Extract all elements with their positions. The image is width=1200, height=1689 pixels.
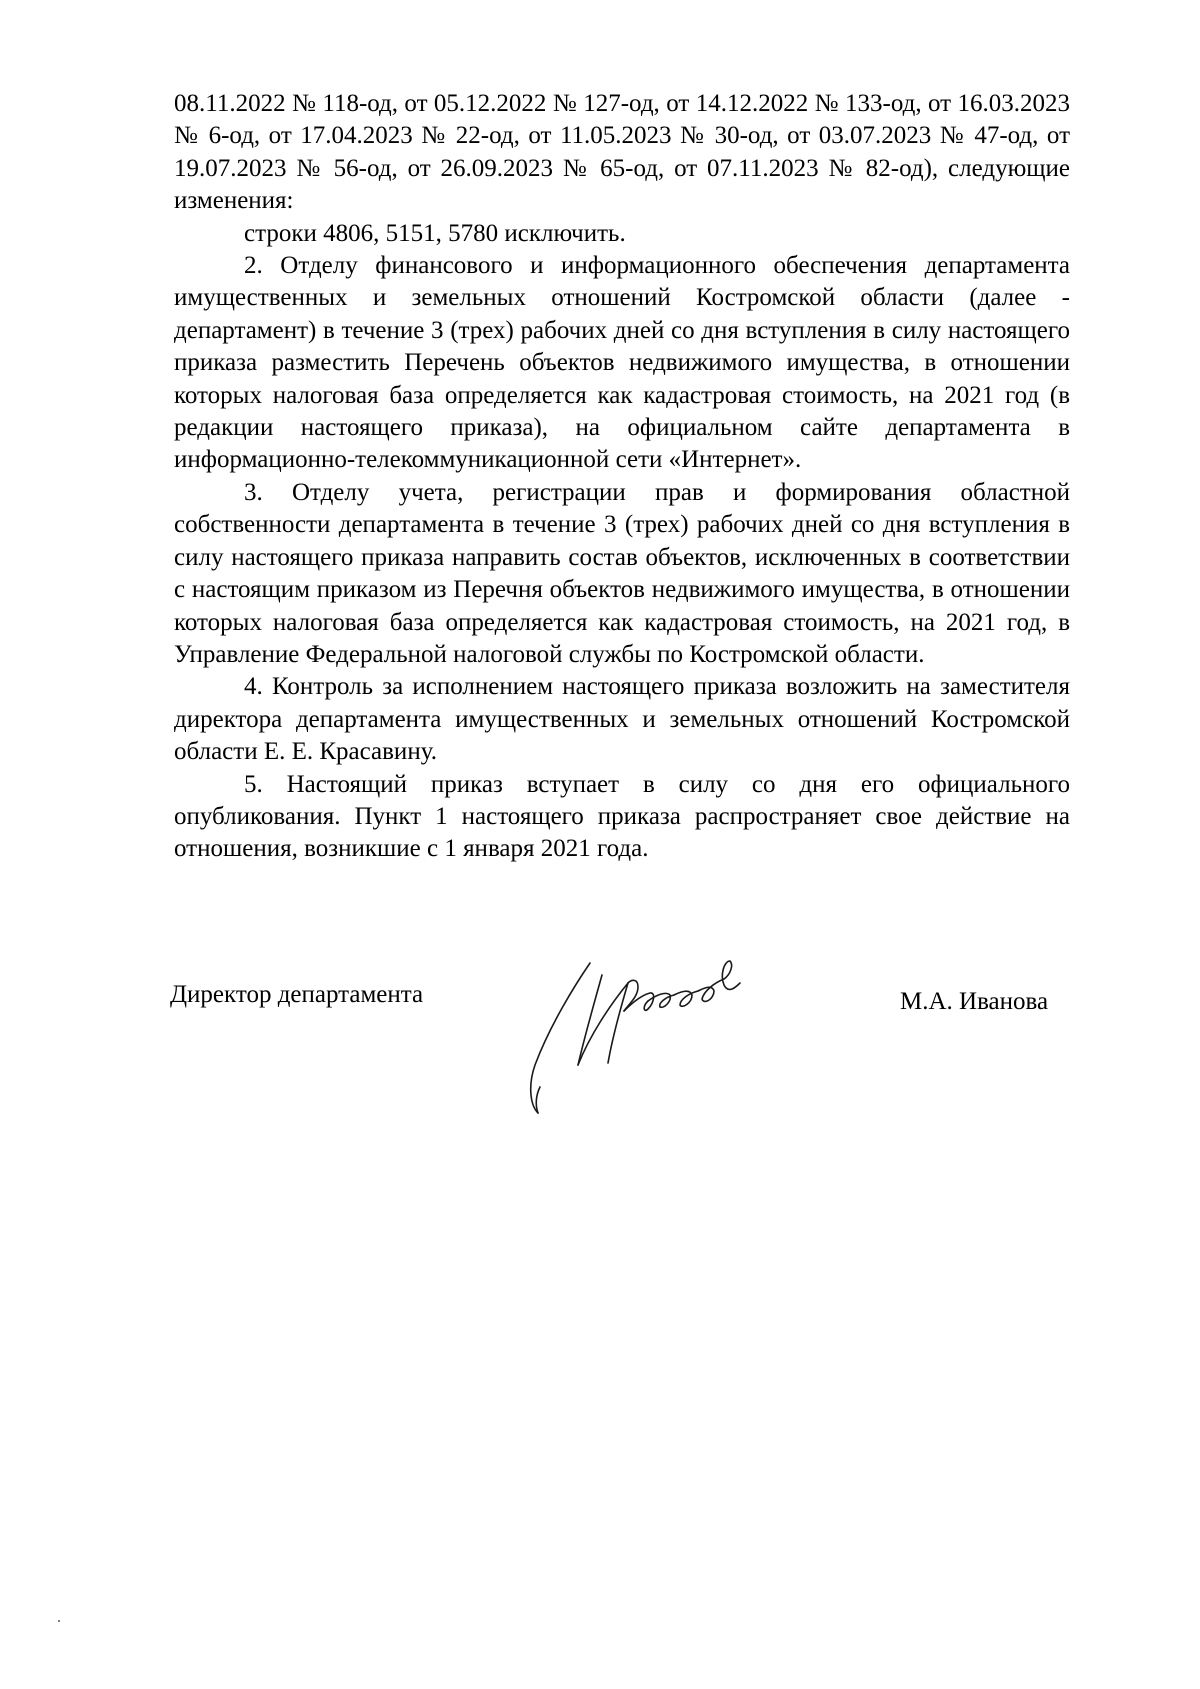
paragraph-1-continuation: 08.11.2022 № 118-од, от 05.12.2022 № 127-од, от 14.12.2022 № 133-од, от 16.03.2023 № 6-од, от 17.04.2023 № 22-од, от 11.05.2023 № 30-од, от 03.07.2023 № 47-од, от 19.07.2023 № 56-од, от 26.09.2023 № 65-од, от 07.11.2023 № 82-од), следующие изменения: (174, 90, 1070, 215)
paragraph-3: 3. Отделу учета, регистрации прав и формирования областной собственности департамента в течение 3 (трех) рабочих дней со дня вступления в силу настоящего приказа направить состав объектов, исключенных в соответствии с настоящим приказом из Перечня объектов недвижимого имущества, в отношении которых налоговая база определяется как кадастровая стоимость, на 2021 год, в Управление Федеральной налоговой службы по Костромской области. (174, 478, 1070, 668)
document-body (174, 88, 1070, 866)
handwritten-signature (520, 955, 800, 1115)
signer-position-title: Директор департамента (170, 981, 424, 1008)
paragraph-4: 4. Контроль за исполнением настоящего приказа возложить на заместителя директора департамента имущественных и земельных отношений Костромской области Е. Е. Красавину. (174, 673, 1070, 766)
paragraph-1-change: строки 4806, 5151, 5780 исключить. (244, 219, 626, 247)
paragraph-5: 5. Настоящий приказ вступает в силу со дня его официального опубликования. Пункт 1 настоящего приказа распространяет свое действие на отношения, возникшие с 1 января 2021 года. (174, 770, 1070, 863)
signer-name: М.А. Иванова (900, 988, 1049, 1015)
scan-speck (58, 1620, 60, 1622)
paragraph-2: 2. Отделу финансового и информационного обеспечения департамента имущественных и земельных отношений Костромской области (далее - департамент) в течение 3 (трех) рабочих дней со дня вступления в силу настоящего приказа разместить Перечень объектов недвижимого имущества, в отношении которых налоговая база определяется как кадастровая стоимость, на 2021 год (в редакции настоящего приказа), на официальном сайте департамента в информационно-телекоммуникационной сети «Интернет». (174, 252, 1070, 474)
